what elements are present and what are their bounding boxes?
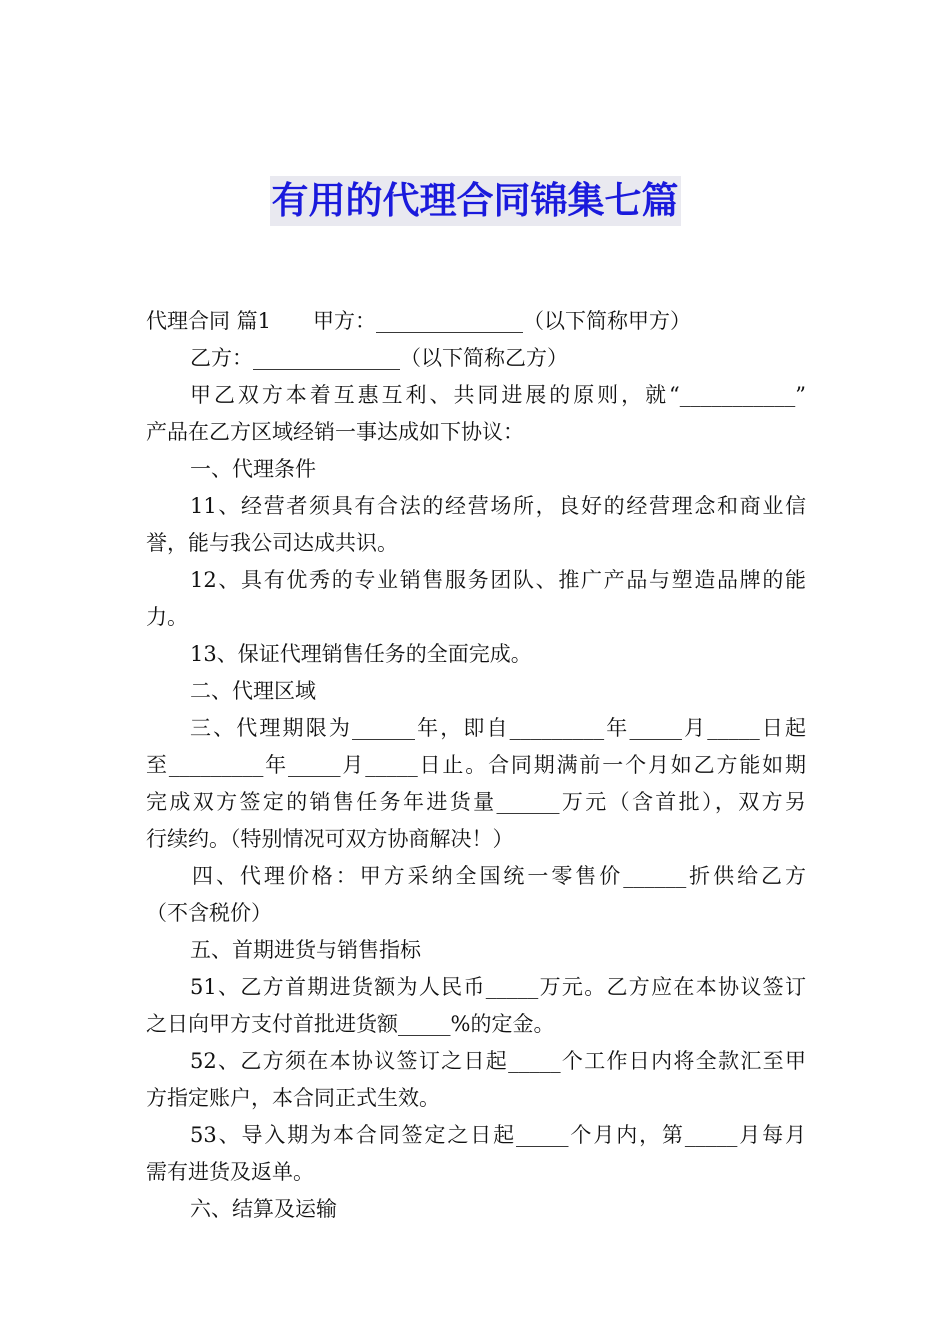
title-text: 有用的代理合同锦集七篇: [270, 176, 681, 226]
contract-line: 11、经营者须具有合法的经营场所，良好的经营理念和商业信: [190, 494, 806, 518]
contract-line: 四、代理价格：甲方采纳全国统一零售价______折供给乙方: [192, 864, 806, 888]
contract-body: [146, 303, 806, 1228]
contract-line: 51、乙方首期进货额为人民币_____万元。乙方应在本协议签订: [190, 975, 806, 999]
contract-line: 甲乙双方本着互惠互利、共同进展的原则，就“___________”: [190, 383, 806, 407]
section-heading: 一、代理条件: [190, 457, 316, 481]
contract-line: 行续约。（特别情况可双方协商解决！）: [146, 827, 514, 851]
contract-line: 至_________年_____月_____日止。合同期满前一个月如乙方能如期: [146, 753, 806, 777]
contract-line: 12、具有优秀的专业销售服务团队、推广产品与塑造品牌的能: [190, 568, 806, 592]
contract-line: 完成双方签定的销售任务年进货量______万元（含首批），双方另: [146, 790, 806, 814]
section-heading: 六、结算及运输: [190, 1197, 337, 1221]
contract-line: 需有进货及返单。: [146, 1160, 314, 1184]
contract-line: 乙方：______________（以下简称乙方）: [190, 346, 568, 370]
section-heading: 二、代理区域: [190, 679, 316, 703]
contract-line: 方指定账户，本合同正式生效。: [146, 1086, 440, 1110]
contract-line: （不含税价）: [146, 901, 272, 925]
contract-line: 代理合同 篇1 甲方：______________（以下简称甲方）: [146, 309, 692, 333]
contract-line: 力。: [146, 605, 188, 629]
contract-line: 产品在乙方区域经销一事达成如下协议：: [146, 420, 524, 444]
contract-line: 52、乙方须在本协议签订之日起_____个工作日内将全款汇至甲: [190, 1049, 806, 1073]
contract-line: 三、代理期限为______年，即自_________年_____月_____日起: [190, 716, 806, 740]
section-heading: 五、首期进货与销售指标: [190, 938, 421, 962]
contract-line: 之日向甲方支付首批进货额_____%的定金。: [146, 1012, 555, 1036]
document-title: [0, 176, 950, 226]
contract-line: 誉，能与我公司达成共识。: [146, 531, 398, 555]
contract-line: 13、保证代理销售任务的全面完成。: [190, 642, 532, 666]
contract-line: 53、导入期为本合同签定之日起_____个月内，第_____月每月: [190, 1123, 806, 1147]
